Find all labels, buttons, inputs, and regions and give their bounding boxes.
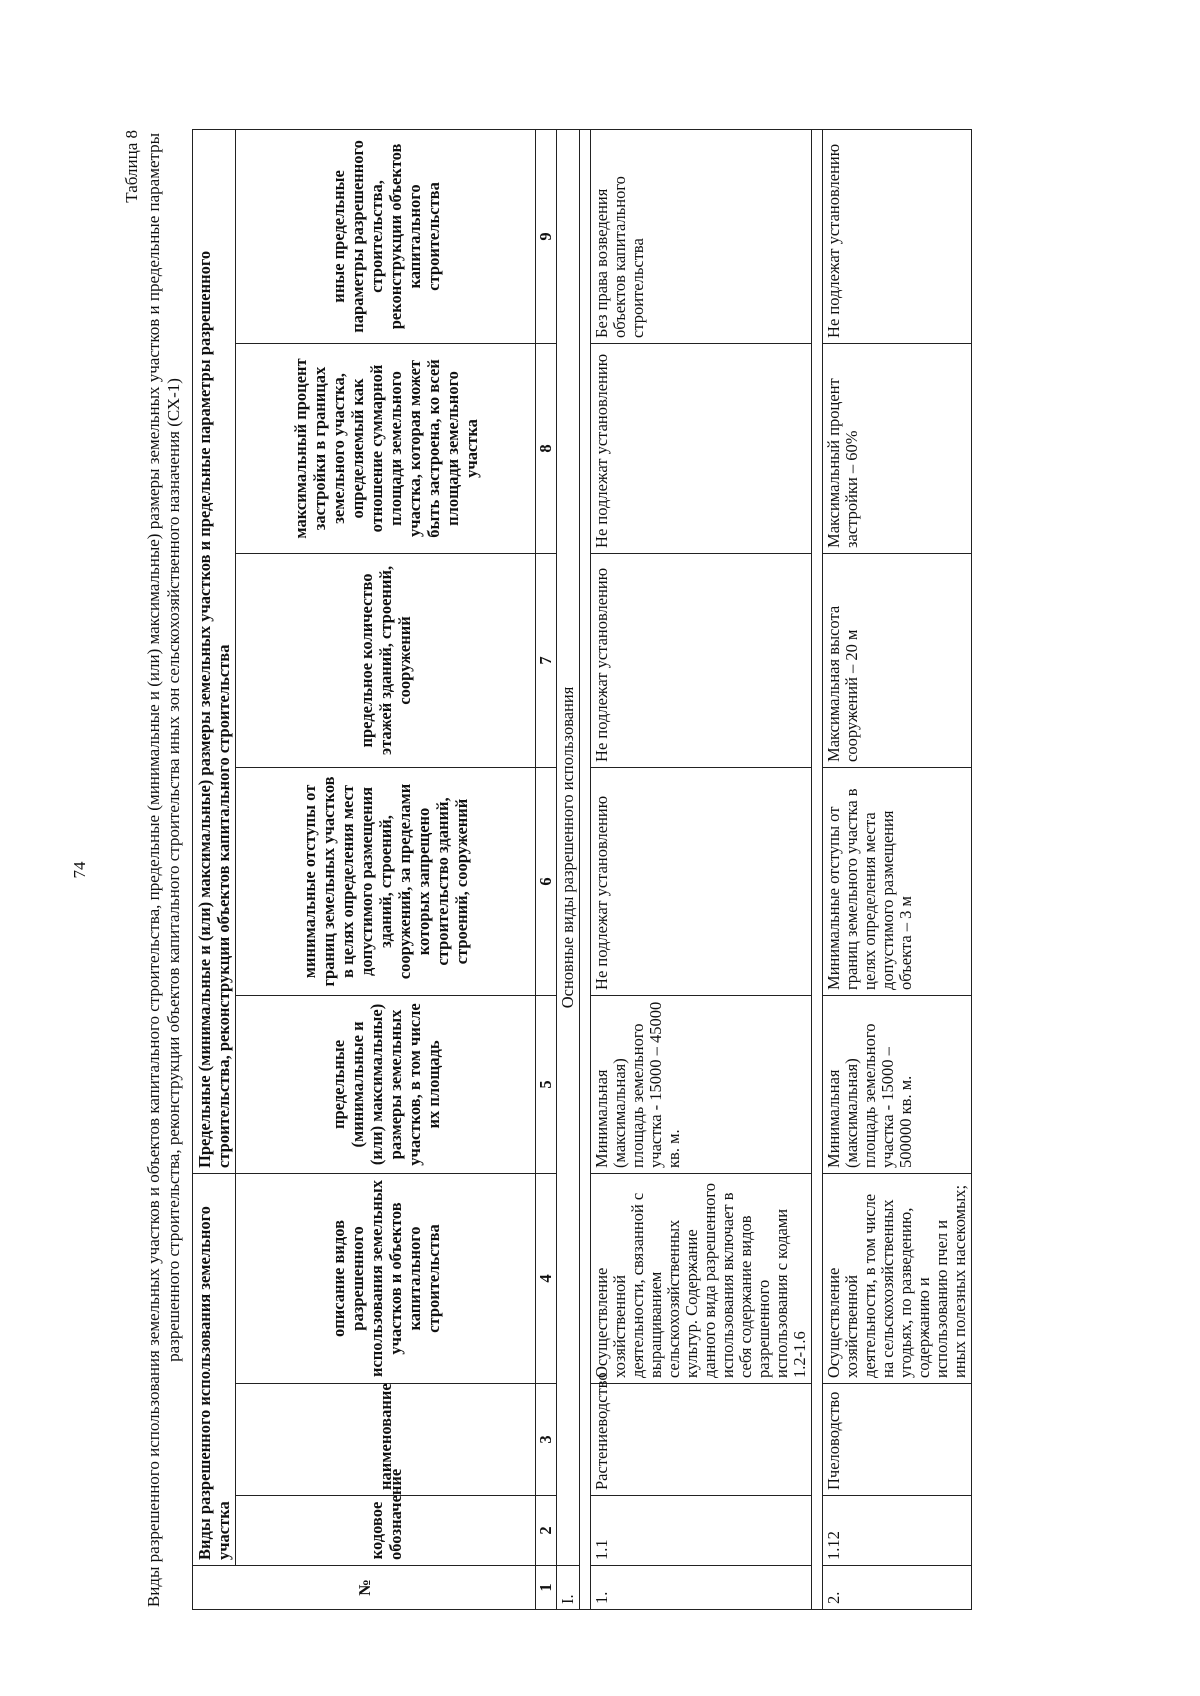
row-setback: Не подлежат установлению (591, 767, 812, 995)
row-setback: Минимальные отступы от границ земельного участка в целях определения места допустимого размещения объекта – 3 м (823, 767, 972, 995)
row-other: Не подлежат установлению (823, 129, 972, 343)
header-area: предельные (минимальные и (или) максимальные) размеры земельных участков, в том числе их площадь (236, 995, 536, 1173)
header-desc: описание видов разрешенного использования земельных участков и объектов капитального строительства (236, 1173, 536, 1383)
header-no: № (193, 1566, 536, 1610)
table-row (591, 129, 812, 1609)
rotated-page (70, 130, 1090, 1610)
row-other: Без права возведения объектов капитального строительства (591, 129, 812, 343)
zoning-table (192, 129, 972, 1610)
section-title: Основные виды разрешенного использования (557, 129, 580, 1565)
row-desc: Осуществление хозяйственной деятельности, в том числе на сельскохозяйственных угодьях, по разведению, содержанию и использованию пчел и иных полезных насекомых; (823, 1173, 972, 1383)
row-floors: Максимальная высота сооружений – 20 м (823, 553, 972, 767)
row-name: Растениеводство (591, 1384, 812, 1496)
col-number: 8 (536, 343, 557, 553)
row-code: 1.1 (591, 1496, 812, 1566)
table-caption: Виды разрешенного использования земельных участков и объектов капитального строительства, предельные (минимальные и (или) максимальные) размеры земельных участков и предельные параметры разрешенного строительства, реконструкции объектов капитального строительства иных зон сельскохозяйственного назначения (СХ-1) (144, 132, 183, 1608)
section-number: I. (557, 1566, 580, 1610)
col-number: 2 (536, 1496, 557, 1566)
row-number: 2. (823, 1566, 972, 1610)
row-desc: Осуществление хозяйственной деятельности, связанной с выращиванием сельскохозяйственных культур. Содержание данного вида разрешенного использования включает в себя содержание видов разрешенного использования с кодами 1.2-1.6 (591, 1173, 812, 1383)
col-number: 4 (536, 1173, 557, 1383)
col-number: 9 (536, 129, 557, 343)
header-other: иные предельные параметры разрешенного строительства, реконструкции объектов капитального строительства (236, 129, 536, 343)
col-number: 5 (536, 995, 557, 1173)
row-coverage: Максимальный процент застройки – 60% (823, 343, 972, 553)
col-number: 1 (536, 1566, 557, 1610)
row-name: Пчеловодство (823, 1384, 972, 1496)
col-number: 6 (536, 767, 557, 995)
header-floors: предельное количество этажей зданий, строений, сооружений (236, 553, 536, 767)
header-coverage: максимальный процент застройки в границах земельного участка, определяемый как отношение суммарной площади земельного участка, которая может быть застроена, ко всей площади земельного участка (236, 343, 536, 553)
row-coverage: Не подлежат установлению (591, 343, 812, 553)
header-group-params: Предельные (минимальные и (или) максимальные) размеры земельных участков и предельные параметры разрешенного строительства, реконструкции объектов капитального строительства (193, 129, 236, 1173)
row-number: 1. (591, 1566, 812, 1610)
header-code: кодовое обозначение (236, 1496, 536, 1566)
col-number: 7 (536, 553, 557, 767)
table-row (823, 129, 972, 1609)
page-number: 74 (70, 861, 89, 879)
column-number-row (536, 129, 557, 1609)
row-area: Минимальная (максимальная) площадь земельного участка - 15000 – 500000 кв. м. (823, 995, 972, 1173)
header-name: наименование (236, 1384, 536, 1496)
table-label: Таблица 8 (122, 130, 141, 203)
row-code: 1.12 (823, 1496, 972, 1566)
col-number: 3 (536, 1384, 557, 1496)
row-floors: Не подлежат установлению (591, 553, 812, 767)
header-setback: минимальные отступы от границ земельных участков в целях определения мест допустимого размещения зданий, строений, сооружений, за пределами которых запрещено строительство зданий, строений, сооружений (236, 767, 536, 995)
header-group-vri: Виды разрешенного использования земельного участка (193, 1173, 236, 1565)
section-row (557, 129, 580, 1609)
row-area: Минимальная (максимальная) площадь земельного участка - 15000 – 45000 кв. м. (591, 995, 812, 1173)
